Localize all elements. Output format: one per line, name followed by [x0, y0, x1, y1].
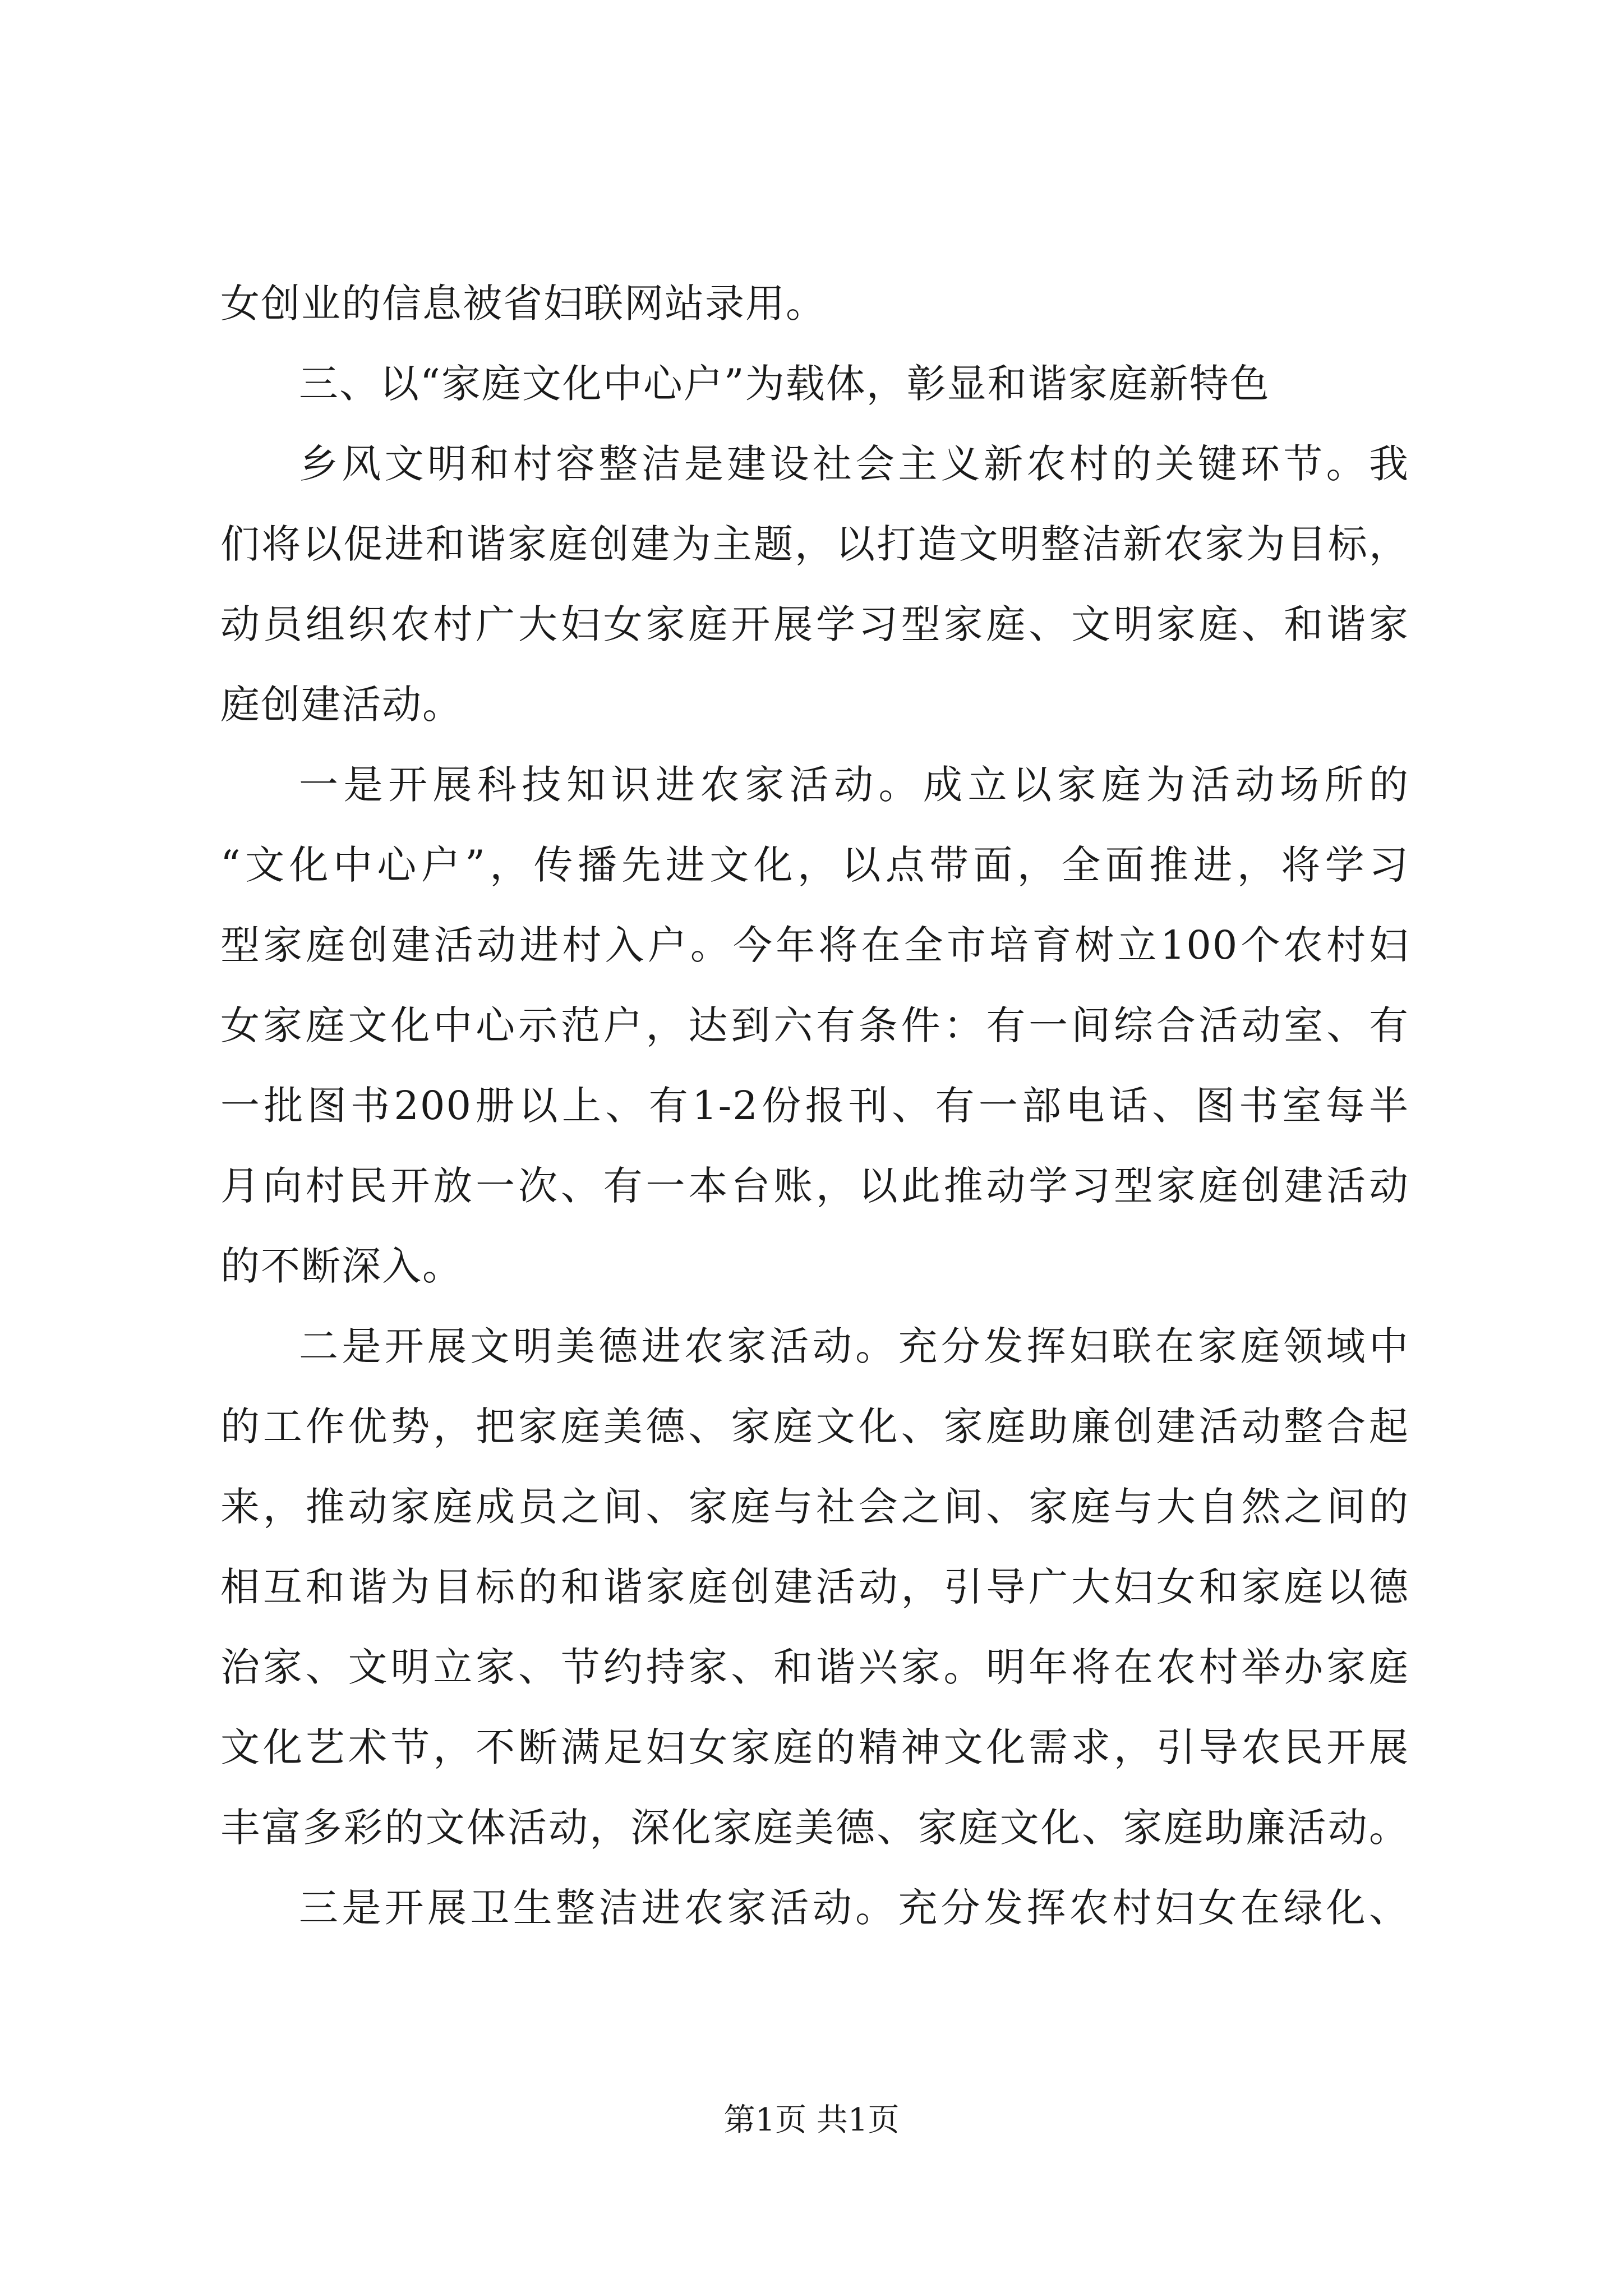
- text-line: “文化中心户”，传播先进文化，以点带面，全面推进，将学习: [220, 842, 1409, 888]
- text-line: 们将以促进和谐家庭创建为主题，以打造文明整洁新农家为目标，: [220, 521, 1409, 567]
- text-line: 治家、文明立家、节约持家、和谐兴家。明年将在农村举办家庭: [220, 1644, 1409, 1690]
- text-line: 一是开展科技知识进农家活动。成立以家庭为活动场所的: [299, 762, 1409, 808]
- text-line: 的不断深入。: [220, 1243, 463, 1289]
- text-line: 乡风文明和村容整洁是建设社会主义新农村的关键环节。我: [299, 441, 1409, 487]
- text-line: 型家庭创建活动进村入户。今年将在全市培育树立100个农村妇: [220, 922, 1409, 968]
- page-number-label: 第1页 共1页: [723, 2102, 900, 2138]
- text-line: 二是开展文明美德进农家活动。充分发挥妇联在家庭领域中: [299, 1323, 1409, 1369]
- text-line: 女创业的信息被省妇联网站录用。: [220, 280, 826, 326]
- text-line: 月向村民开放一次、有一本台账，以此推动学习型家庭创建活动: [220, 1163, 1409, 1209]
- text-line: 丰富多彩的文体活动，深化家庭美德、家庭文化、家庭助廉活动。: [220, 1805, 1409, 1851]
- text-line: 三、以“家庭文化中心户”为载体，彰显和谐家庭新特色: [299, 361, 1270, 407]
- text-line: 的工作优势，把家庭美德、家庭文化、家庭助廉创建活动整合起: [220, 1404, 1409, 1450]
- text-line: 三是开展卫生整洁进农家活动。充分发挥农村妇女在绿化、: [299, 1885, 1409, 1931]
- text-line: 动员组织农村广大妇女家庭开展学习型家庭、文明家庭、和谐家: [220, 601, 1409, 647]
- page-footer: [0, 2101, 1623, 2140]
- text-line: 女家庭文化中心示范户，达到六有条件：有一间综合活动室、有: [220, 1002, 1409, 1048]
- text-line: 文化艺术节，不断满足妇女家庭的精神文化需求，引导农民开展: [220, 1724, 1409, 1770]
- document-body: [220, 264, 1409, 1948]
- text-line: 来，推动家庭成员之间、家庭与社会之间、家庭与大自然之间的: [220, 1484, 1409, 1530]
- text-line: 庭创建活动。: [220, 682, 463, 728]
- text-line: 相互和谐为目标的和谐家庭创建活动，引导广大妇女和家庭以德: [220, 1564, 1409, 1610]
- text-line: 一批图书200册以上、有1-2份报刊、有一部电话、图书室每半: [220, 1083, 1409, 1129]
